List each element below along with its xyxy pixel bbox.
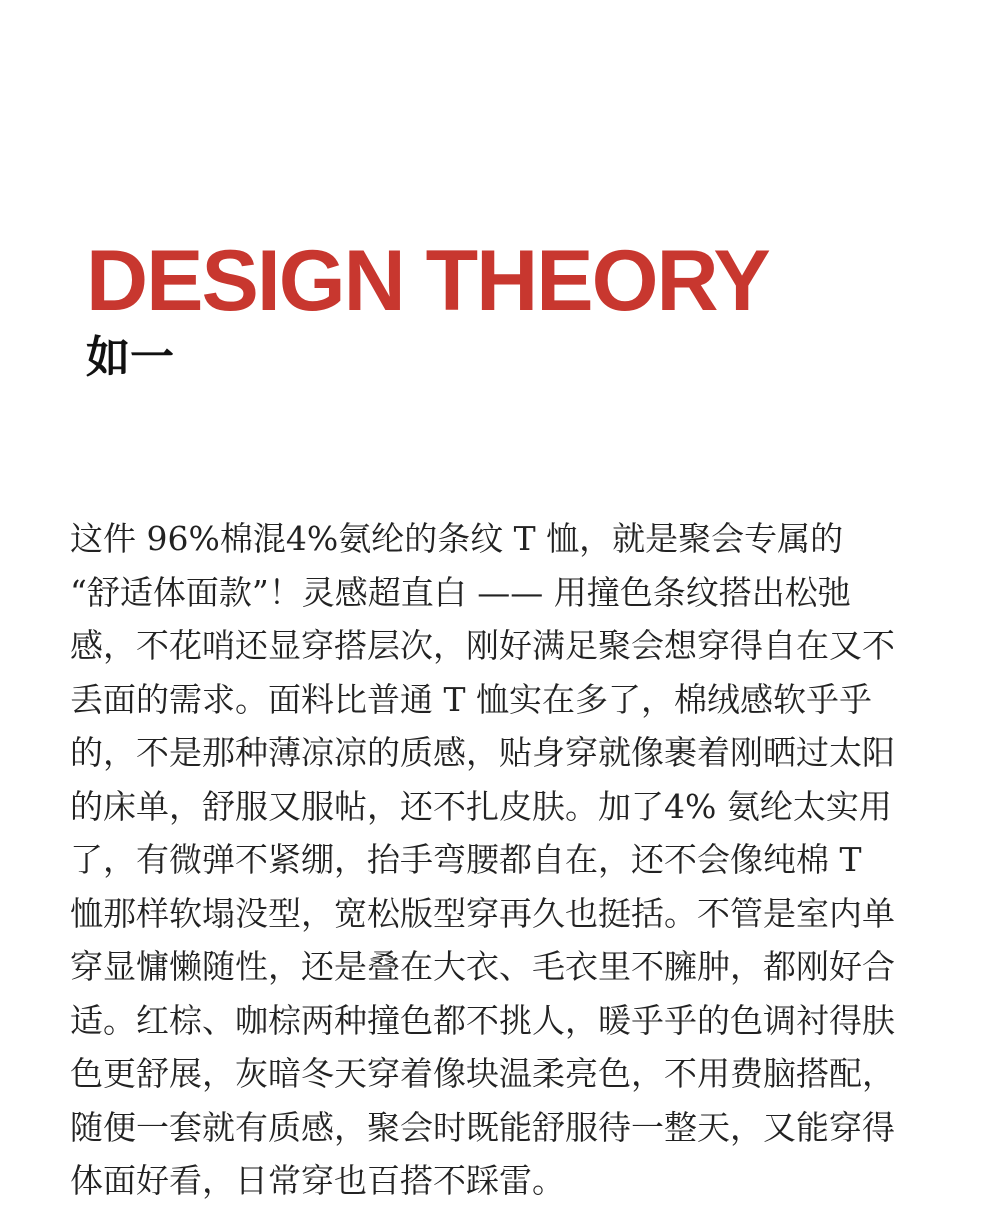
paragraph-line: 的床单，舒服又服帖，还不扎皮肤。加了4% 氨纶太实用 — [70, 786, 892, 826]
paragraph-line: 了，有微弹不紧绷，抬手弯腰都自在，还不会像纯棉 T — [70, 840, 862, 879]
paragraph-line: 这件 96%棉混4%氨纶的条纹 T 恤，就是聚会专属的 — [70, 519, 844, 558]
page-subtitle: 如一 — [86, 332, 174, 383]
paragraph-line: 丢面的需求。面料比普通 T 恤实在多了，棉绒感软乎乎 — [70, 679, 872, 719]
paragraph-line: 恤那样软塌没型，宽松版型穿再久也挺括。不管是室内单 — [70, 893, 895, 933]
paragraph-line: 适。红棕、咖棕两种撞色都不挑人，暖乎乎的色调衬得肤 — [70, 1000, 895, 1040]
description-paragraph — [70, 512, 930, 1208]
paragraph-line: 体面好看，日常穿也百搭不踩雷。 — [70, 1161, 565, 1200]
paragraph-line: 穿显慵懒随性，还是叠在大衣、毛衣里不臃肿，都刚好合 — [70, 947, 895, 986]
page-title: DESIGN THEORY — [86, 233, 769, 329]
paragraph-line: 的，不是那种薄凉凉的质感，贴身穿就像裹着刚晒过太阳 — [70, 733, 895, 772]
paragraph-line: 随便一套就有质感，聚会时既能舒服待一整天，又能穿得 — [70, 1107, 895, 1147]
paragraph-line: 色更舒展，灰暗冬天穿着像块温柔亮色，不用费脑搭配， — [70, 1054, 895, 1093]
paragraph-line: 感，不花哨还显穿搭层次，刚好满足聚会想穿得自在又不 — [70, 626, 895, 665]
paragraph-line: “舒适体面款”！灵感超直白 —— 用撞色条纹搭出松弛 — [70, 572, 851, 612]
